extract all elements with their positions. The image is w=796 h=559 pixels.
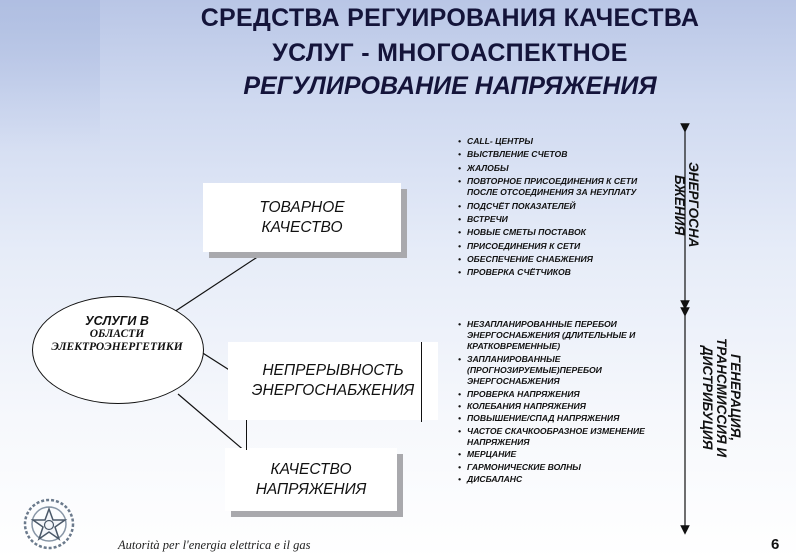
- voltage-quality-box: [225, 448, 397, 511]
- list-item: • НЕЗАПЛАНИРОВАННЫЕ ПЕРЕБОИ ЭНЕРГОСНАБЖЕНИЯ (ДЛИТЕЛЬНЫЕ И КРАТКОВРЕМЕННЫЕ): [458, 319, 680, 353]
- list-item: • ЗАПЛАНИРОВАННЫЕ (ПРОГНОЗИРУЕМЫЕ)ПЕРЕБОИ ЭНЕРГОСНАБЖЕНИЯ: [458, 354, 680, 388]
- list-item: • ПОДСЧЁТ ПОКАЗАТЕЛЕЙ: [458, 201, 668, 213]
- list-item: • ЧАСТОЕ СКАЧКООБРАЗНОЕ ИЗМЕНЕНИЕ НАПРЯЖЕНИЯ: [458, 426, 680, 448]
- services-label-2: ОБЛАСТИ: [89, 328, 145, 340]
- services-label-3: ЭЛЕКТРОЭНЕРГЕТИКИ: [51, 341, 183, 353]
- connector-to-commercial: [174, 252, 265, 312]
- list-item: • ЖАЛОБЫ: [458, 163, 668, 175]
- supply-vertical-label: [672, 140, 700, 270]
- network-vertical-line-1: ГЕНЕРАЦИЯ,: [728, 354, 743, 442]
- list-item: • НОВЫЕ СМЕТЫ ПОСТАВОК: [458, 227, 668, 239]
- commercial-quality-line-1: ТОВАРНОЕ: [259, 198, 345, 216]
- supply-vertical-line-1: ЭНЕРГОСНА: [686, 162, 701, 248]
- voltage-quality-line-1: КАЧЕСТВО: [270, 460, 352, 478]
- list-item: • ГАРМОНИЧЕСКИЕ ВОЛНЫ: [458, 462, 680, 473]
- network-vertical-label: [700, 318, 742, 478]
- services-label-1: УСЛУГИ В: [85, 314, 149, 328]
- title-line-1: СРЕДСТВА РЕГУИРОВАНИЯ КАЧЕСТВА: [200, 4, 700, 32]
- commercial-quality-box: [203, 183, 401, 252]
- network-vertical-line-2: ТРАНСМИССИЯ И: [714, 338, 729, 458]
- list-item: • ПРИСОЕДИНЕНИЯ К СЕТИ: [458, 241, 668, 253]
- supply-activities-list: [458, 136, 668, 280]
- continuity-line-2: ЭНЕРГОСНАБЖЕНИЯ: [251, 382, 415, 399]
- list-item: • ДИСБАЛАНС: [458, 474, 680, 485]
- network-vertical-line-3: ДИСТРИБУЦИЯ: [700, 346, 715, 450]
- network-quality-list: [458, 319, 680, 487]
- title-line-2: УСЛУГ - МНОГОАСПЕКТНОЕ: [272, 39, 628, 67]
- list-item: • CALL- ЦЕНТРЫ: [458, 136, 668, 148]
- list-item: • ПРОВЕРКА НАПРЯЖЕНИЯ: [458, 389, 680, 400]
- list-item: • ПОВТОРНОЕ ПРИСОЕДИНЕНИЯ К СЕТИ ПОСЛЕ ОТСОЕДИНЕНИЯ ЗА НЕУПЛАТУ: [458, 176, 668, 199]
- continuity-bracket-right: [421, 342, 422, 422]
- continuity-box: [228, 342, 438, 420]
- list-item: • ВСТРЕЧИ: [458, 214, 668, 226]
- commercial-quality-line-2: КАЧЕСТВО: [261, 218, 343, 236]
- list-item: • КОЛЕБАНИЯ НАПРЯЖЕНИЯ: [458, 401, 680, 412]
- footer-text: Autorità per l'energia elettrica e il gas: [118, 538, 311, 552]
- voltage-quality-line-2: НАПРЯЖЕНИЯ: [255, 480, 367, 498]
- continuity-bracket-left: [246, 420, 247, 450]
- continuity-line-1: НЕПРЕРЫВНОСТЬ: [262, 362, 404, 379]
- title-line-3: РЕГУЛИРОВАНИЕ НАПРЯЖЕНИЯ: [243, 72, 657, 100]
- page-number: 6: [771, 536, 780, 553]
- list-item: • ПОВЫШЕНИЕ/СПАД НАПРЯЖЕНИЯ: [458, 413, 680, 424]
- list-item: • ПРОВЕРКА СЧЁТЧИКОВ: [458, 267, 668, 279]
- supply-vertical-line-2: БЖЕНИЯ: [672, 174, 687, 236]
- italian-emblem-icon: [20, 494, 78, 554]
- list-item: • МЕРЦАНИЕ: [458, 449, 680, 460]
- list-item: • ОБЕСПЕЧЕНИЕ СНАБЖЕНИЯ: [458, 254, 668, 266]
- list-item: • ВЫСТВЛЕНИЕ СЧЕТОВ: [458, 149, 668, 161]
